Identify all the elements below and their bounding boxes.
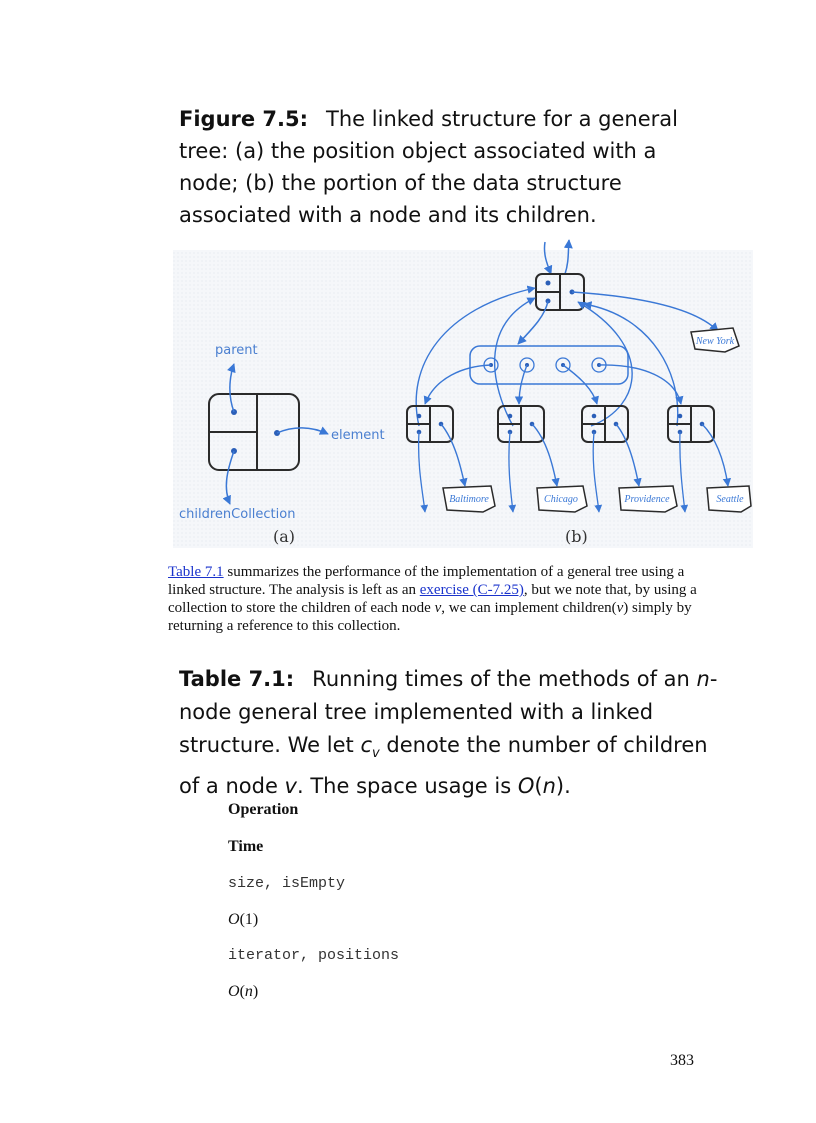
table-7-1-link[interactable]: Table 7.1 [168, 564, 224, 580]
element-seattle [707, 486, 751, 512]
figure-label: Figure 7.5: [179, 107, 309, 131]
svg-text:Seattle: Seattle [716, 494, 744, 505]
svg-text:Providence: Providence [624, 494, 670, 505]
page-number: 383 [670, 1052, 694, 1069]
table-header-time: Time [228, 838, 264, 855]
svg-text:New York: New York [695, 336, 735, 347]
table-label: Table 7.1: [179, 667, 295, 691]
table-row-time: O(n) [228, 983, 259, 1000]
table-row-operation: size, isEmpty [228, 875, 346, 892]
table-header-operation: Operation [228, 801, 299, 818]
table-caption: Table 7.1: Running times of the methods of an n-node general tree implemented with a linked structure. We let $c_v$ denote the number of children of a node v. The space usage is O(n). [179, 667, 718, 799]
element-chicago [537, 486, 587, 512]
figure-caption [179, 103, 719, 231]
part-b-label: (b) [565, 527, 588, 546]
parent-label: parent [215, 343, 258, 358]
part-a-label: (a) [273, 527, 296, 546]
svg-text:Baltimore: Baltimore [449, 494, 489, 505]
element-label: element [331, 428, 385, 443]
table-row-operation: iterator, positions [228, 947, 400, 964]
body-paragraph: Table 7.1 summarizes the performance of the implementation of a general tree using a linked structure. The analysis is left as an exercise (C-7.25), but we note that, by using a collection to store the children of each node v, we can implement children(v) simply by returning a reference to this collection. [168, 564, 697, 634]
table-row-time: O(1) [228, 911, 259, 928]
children-collection-label: childrenCollection [179, 507, 296, 522]
svg-text:Chicago: Chicago [544, 494, 578, 505]
figure-caption-text: The linked structure for a general tree: (a) the position object associated with a node; (b) the portion of the data structure associated with a node and its children. [179, 107, 678, 227]
linked-tree-figure [173, 236, 753, 548]
exercise-link[interactable]: exercise (C-7.25) [419, 582, 524, 598]
element-newyork [691, 328, 739, 352]
element-providence [619, 486, 677, 512]
element-baltimore [443, 486, 495, 512]
